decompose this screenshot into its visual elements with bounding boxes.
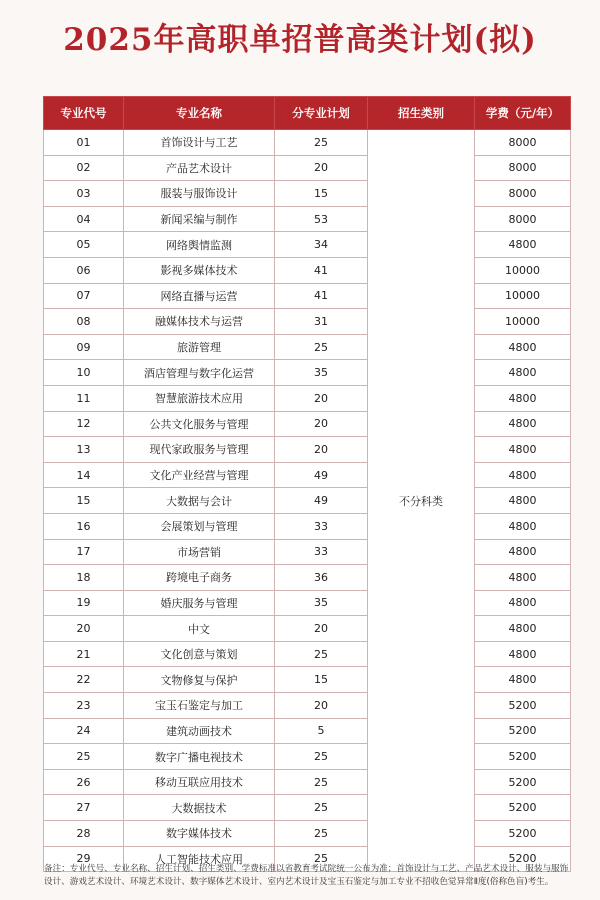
cell-code: 28 <box>44 821 124 847</box>
table-row <box>44 693 571 719</box>
cell-major-name: 网络直播与运营 <box>124 283 275 309</box>
cell-fee: 4800 <box>475 590 571 616</box>
cell-plan: 20 <box>275 693 368 719</box>
cell-major-name: 会展策划与管理 <box>124 513 275 539</box>
cell-major-name: 跨境电子商务 <box>124 565 275 591</box>
cell-code: 29 <box>44 846 124 872</box>
cell-fee: 4800 <box>475 360 571 386</box>
table-row <box>44 718 571 744</box>
page-title: 2025年高职单招普高类计划(拟) <box>63 22 537 58</box>
cell-major-name: 酒店管理与数字化运营 <box>124 360 275 386</box>
cell-plan: 49 <box>275 462 368 488</box>
cell-fee: 5200 <box>475 693 571 719</box>
cell-major-name: 婚庆服务与管理 <box>124 590 275 616</box>
cell-category: 不分科类 <box>368 130 475 872</box>
cell-fee: 10000 <box>475 257 571 283</box>
table-row <box>44 155 571 181</box>
table-row <box>44 616 571 642</box>
header-fee: 学费（元/年） <box>475 97 571 130</box>
cell-plan: 41 <box>275 257 368 283</box>
cell-fee: 4800 <box>475 385 571 411</box>
cell-plan: 20 <box>275 616 368 642</box>
cell-major-name: 大数据技术 <box>124 795 275 821</box>
cell-plan: 20 <box>275 155 368 181</box>
table-row <box>44 181 571 207</box>
cell-plan: 35 <box>275 590 368 616</box>
cell-code: 11 <box>44 385 124 411</box>
cell-fee: 10000 <box>475 309 571 335</box>
cell-plan: 31 <box>275 309 368 335</box>
table-row <box>44 232 571 258</box>
cell-code: 10 <box>44 360 124 386</box>
cell-major-name: 人工智能技术应用 <box>124 846 275 872</box>
cell-fee: 5200 <box>475 821 571 847</box>
cell-plan: 25 <box>275 769 368 795</box>
cell-plan: 35 <box>275 360 368 386</box>
cell-fee: 8000 <box>475 181 571 207</box>
cell-fee: 4800 <box>475 539 571 565</box>
table-row <box>44 385 571 411</box>
cell-code: 02 <box>44 155 124 181</box>
cell-major-name: 影视多媒体技术 <box>124 257 275 283</box>
table-row <box>44 641 571 667</box>
table-row <box>44 565 571 591</box>
cell-code: 14 <box>44 462 124 488</box>
cell-code: 03 <box>44 181 124 207</box>
cell-code: 15 <box>44 488 124 514</box>
cell-major-name: 宝玉石鉴定与加工 <box>124 693 275 719</box>
cell-major-name: 建筑动画技术 <box>124 718 275 744</box>
cell-major-name: 市场营销 <box>124 539 275 565</box>
cell-plan: 33 <box>275 539 368 565</box>
cell-fee: 4800 <box>475 334 571 360</box>
cell-code: 08 <box>44 309 124 335</box>
table-row <box>44 667 571 693</box>
cell-major-name: 移动互联应用技术 <box>124 769 275 795</box>
footnote: 备注：专业代号、专业名称、招生计划、招生类别、学费标准以省教育考试院统一公布为准；首饰设计与工艺、产品艺术设计、服装与服饰设计、游戏艺术设计、环境艺术设计、数字媒体艺术设计、室内艺术设计及宝玉石鉴定与加工专业不招收色觉异常Ⅱ度(俗称色盲)考生。 <box>44 864 569 887</box>
cell-code: 24 <box>44 718 124 744</box>
cell-plan: 33 <box>275 513 368 539</box>
cell-major-name: 首饰设计与工艺 <box>124 130 275 156</box>
cell-plan: 20 <box>275 385 368 411</box>
cell-plan: 25 <box>275 334 368 360</box>
table-row <box>44 795 571 821</box>
cell-fee: 4800 <box>475 488 571 514</box>
cell-major-name: 中文 <box>124 616 275 642</box>
cell-fee: 4800 <box>475 437 571 463</box>
cell-code: 22 <box>44 667 124 693</box>
cell-plan: 25 <box>275 795 368 821</box>
cell-major-name: 文化创意与策划 <box>124 641 275 667</box>
table-row <box>44 744 571 770</box>
cell-plan: 15 <box>275 181 368 207</box>
table-row <box>44 257 571 283</box>
table-row <box>44 437 571 463</box>
table-row <box>44 539 571 565</box>
cell-plan: 20 <box>275 411 368 437</box>
table-row <box>44 488 571 514</box>
cell-code: 19 <box>44 590 124 616</box>
cell-fee: 5200 <box>475 718 571 744</box>
cell-fee: 5200 <box>475 744 571 770</box>
cell-plan: 25 <box>275 130 368 156</box>
table-row <box>44 334 571 360</box>
cell-code: 20 <box>44 616 124 642</box>
cell-plan: 34 <box>275 232 368 258</box>
header-plan: 分专业计划 <box>275 97 368 130</box>
cell-fee: 8000 <box>475 206 571 232</box>
cell-code: 23 <box>44 693 124 719</box>
cell-fee: 4800 <box>475 565 571 591</box>
cell-code: 26 <box>44 769 124 795</box>
table-header-row <box>44 97 571 130</box>
cell-code: 07 <box>44 283 124 309</box>
table-row <box>44 590 571 616</box>
cell-code: 12 <box>44 411 124 437</box>
table-row <box>44 821 571 847</box>
cell-plan: 25 <box>275 821 368 847</box>
cell-code: 04 <box>44 206 124 232</box>
cell-fee: 4800 <box>475 462 571 488</box>
cell-plan: 25 <box>275 641 368 667</box>
cell-code: 01 <box>44 130 124 156</box>
header-category: 招生类别 <box>368 97 475 130</box>
cell-code: 18 <box>44 565 124 591</box>
table-row <box>44 309 571 335</box>
cell-major-name: 智慧旅游技术应用 <box>124 385 275 411</box>
cell-code: 06 <box>44 257 124 283</box>
cell-fee: 8000 <box>475 155 571 181</box>
cell-code: 09 <box>44 334 124 360</box>
cell-plan: 25 <box>275 846 368 872</box>
table-body <box>44 130 571 872</box>
cell-fee: 4800 <box>475 411 571 437</box>
cell-plan: 41 <box>275 283 368 309</box>
cell-major-name: 公共文化服务与管理 <box>124 411 275 437</box>
header-major-name: 专业名称 <box>124 97 275 130</box>
cell-fee: 8000 <box>475 130 571 156</box>
cell-major-name: 产品艺术设计 <box>124 155 275 181</box>
table-row <box>44 130 571 156</box>
cell-fee: 5200 <box>475 846 571 872</box>
cell-major-name: 网络舆情监测 <box>124 232 275 258</box>
cell-major-name: 文化产业经营与管理 <box>124 462 275 488</box>
cell-code: 16 <box>44 513 124 539</box>
table-row <box>44 513 571 539</box>
cell-plan: 5 <box>275 718 368 744</box>
cell-major-name: 现代家政服务与管理 <box>124 437 275 463</box>
cell-code: 27 <box>44 795 124 821</box>
cell-code: 05 <box>44 232 124 258</box>
header-code: 专业代号 <box>44 97 124 130</box>
cell-major-name: 大数据与会计 <box>124 488 275 514</box>
cell-major-name: 文物修复与保护 <box>124 667 275 693</box>
cell-fee: 4800 <box>475 641 571 667</box>
cell-fee: 5200 <box>475 795 571 821</box>
cell-fee: 10000 <box>475 283 571 309</box>
cell-fee: 5200 <box>475 769 571 795</box>
cell-fee: 4800 <box>475 667 571 693</box>
cell-plan: 25 <box>275 744 368 770</box>
cell-major-name: 新闻采编与制作 <box>124 206 275 232</box>
cell-plan: 53 <box>275 206 368 232</box>
cell-major-name: 数字广播电视技术 <box>124 744 275 770</box>
cell-fee: 4800 <box>475 232 571 258</box>
table-row <box>44 411 571 437</box>
table-row <box>44 206 571 232</box>
cell-fee: 4800 <box>475 513 571 539</box>
cell-plan: 15 <box>275 667 368 693</box>
table-row <box>44 769 571 795</box>
cell-major-name: 旅游管理 <box>124 334 275 360</box>
cell-major-name: 融媒体技术与运营 <box>124 309 275 335</box>
table-row <box>44 360 571 386</box>
cell-code: 21 <box>44 641 124 667</box>
table-row <box>44 283 571 309</box>
cell-major-name: 服装与服饰设计 <box>124 181 275 207</box>
cell-plan: 36 <box>275 565 368 591</box>
cell-code: 13 <box>44 437 124 463</box>
enrollment-plan-table <box>43 96 571 872</box>
cell-code: 17 <box>44 539 124 565</box>
cell-major-name: 数字媒体技术 <box>124 821 275 847</box>
table-row <box>44 462 571 488</box>
cell-fee: 4800 <box>475 616 571 642</box>
cell-code: 25 <box>44 744 124 770</box>
cell-plan: 49 <box>275 488 368 514</box>
cell-plan: 20 <box>275 437 368 463</box>
